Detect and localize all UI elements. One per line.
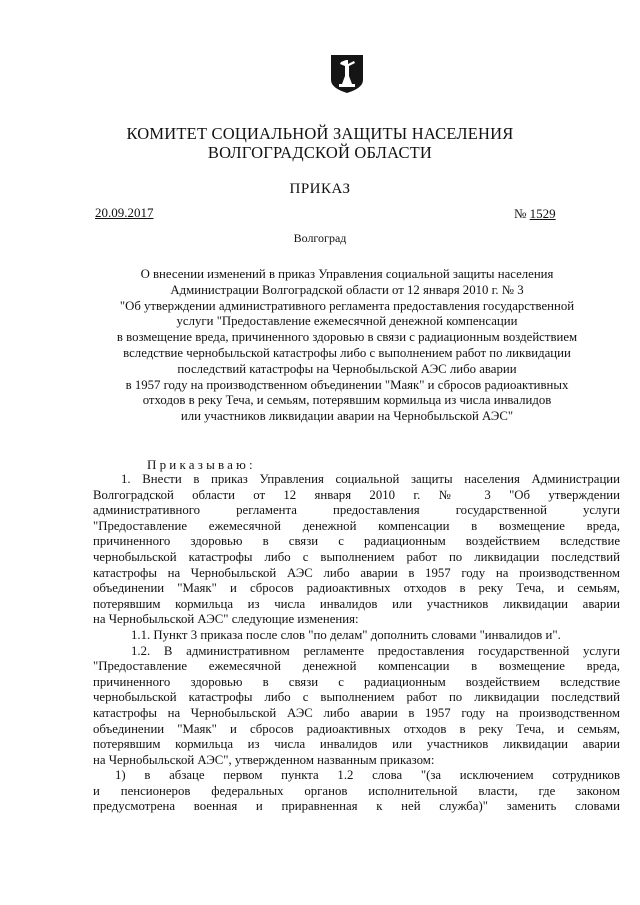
- body-line: чернобыльской катастрофы либо с выполнением работ по ликвидации последствий: [93, 549, 620, 564]
- body-line: 1) в абзаце первом пункта 1.2 слова "(за исключением сотрудников: [115, 768, 620, 783]
- body-line: чернобыльской катастрофы либо с выполнением работ по ликвидации последствий: [93, 690, 620, 705]
- subject-line: или участников ликвидации аварии на Чернобыльской АЭС": [180, 409, 514, 424]
- body-line: на Чернобыльской АЭС", утвержденном названным приказом:: [93, 752, 435, 767]
- number-value: 1529: [529, 206, 556, 221]
- body-line: предусмотрена военная и приравненная к ней служба)" заменить словами: [93, 799, 620, 814]
- subject-line: в возмещение вреда, причиненного здоровью в связи с радиационным воздействием: [116, 330, 578, 345]
- coat-of-arms-icon: [330, 54, 364, 94]
- subject-line: в 1957 году на производственном объединении "Маяк" и сбросов радиоактивных: [125, 377, 569, 392]
- body-line: "Предоставление ежемесячной денежной компенсации в возмещение вреда,: [93, 518, 620, 533]
- subject-line: Администрации Волгоградской области от 12 января 2010 г. № 3: [170, 282, 524, 297]
- body-line: причиненного здоровью в связи с радиационным воздействием вследствие: [93, 674, 620, 689]
- subject-line: последствий катастрофы на Чернобыльской АЭС либо аварии: [177, 361, 517, 376]
- body-line: "Предоставление ежемесячной денежной компенсации в возмещение вреда,: [93, 659, 620, 674]
- body-line: причиненного здоровью в связи с радиационным воздействием вследствие: [93, 534, 620, 549]
- subject-line: вследствие чернобыльской катастрофы либо с выполнением работ по ликвидации: [123, 345, 571, 360]
- body-line: 1.2. В административном регламенте предоставления государственной услуги: [131, 643, 620, 658]
- document-type-title: ПРИКАЗ: [289, 181, 351, 197]
- organization-name-line2: ВОЛГОГРАДСКОЙ ОБЛАСТИ: [207, 143, 433, 162]
- document-number: [514, 206, 556, 222]
- body-line: объединении "Маяк" и сбросов радиоактивных отходов в реку Теча, и семьям,: [93, 581, 620, 596]
- number-prefix: №: [514, 206, 527, 221]
- order-heading: Приказываю:: [147, 457, 256, 472]
- subject-line: О внесении изменений в приказ Управления социальной защиты населения: [140, 267, 554, 281]
- body-line: Волгоградской области от 12 января 2010 г. № 3 "Об утверждении: [93, 487, 620, 502]
- body-line: потерявшим кормильца из числа инвалидов или участников ликвидации аварии: [93, 596, 620, 611]
- document-body: [93, 472, 620, 815]
- organization-name-line1: КОМИТЕТ СОЦИАЛЬНОЙ ЗАЩИТЫ НАСЕЛЕНИЯ: [126, 124, 514, 143]
- subject-line: услуги "Предоставление ежемесячной денежной компенсации: [176, 314, 518, 329]
- body-line: 1.1. Пункт 3 приказа после слов "по делам" дополнить словами "инвалидов и".: [131, 627, 561, 642]
- body-line: потерявшим кормильца из числа инвалидов или участников ликвидации аварии: [93, 737, 620, 752]
- body-line: катастрофы на Чернобыльской АЭС либо аварии в 1957 году на производственном: [93, 565, 620, 580]
- document-date: 20.09.2017: [95, 205, 154, 220]
- subject-line: отходов в реку Теча, и семьям, потерявшим кормильца из числа инвалидов: [142, 393, 552, 408]
- body-line: на Чернобыльской АЭС" следующие изменения:: [93, 612, 359, 627]
- body-line: катастрофы на Чернобыльской АЭС либо аварии в 1957 году на производственном: [93, 705, 620, 720]
- document-subject: [70, 267, 624, 425]
- body-line: объединении "Маяк" и сбросов радиоактивных отходов в реку Теча, и семьям,: [93, 721, 620, 736]
- subject-line: "Об утверждении административного регламента предоставления государственной: [119, 298, 575, 313]
- body-line: 1. Внести в приказ Управления социальной защиты населения Администрации: [121, 472, 620, 486]
- body-line: административного регламента предоставления государственной услуги: [93, 503, 620, 518]
- body-line: и пенсионеров федеральных органов исполнительной власти, где законом: [93, 783, 620, 798]
- document-city: Волгоград: [293, 231, 347, 245]
